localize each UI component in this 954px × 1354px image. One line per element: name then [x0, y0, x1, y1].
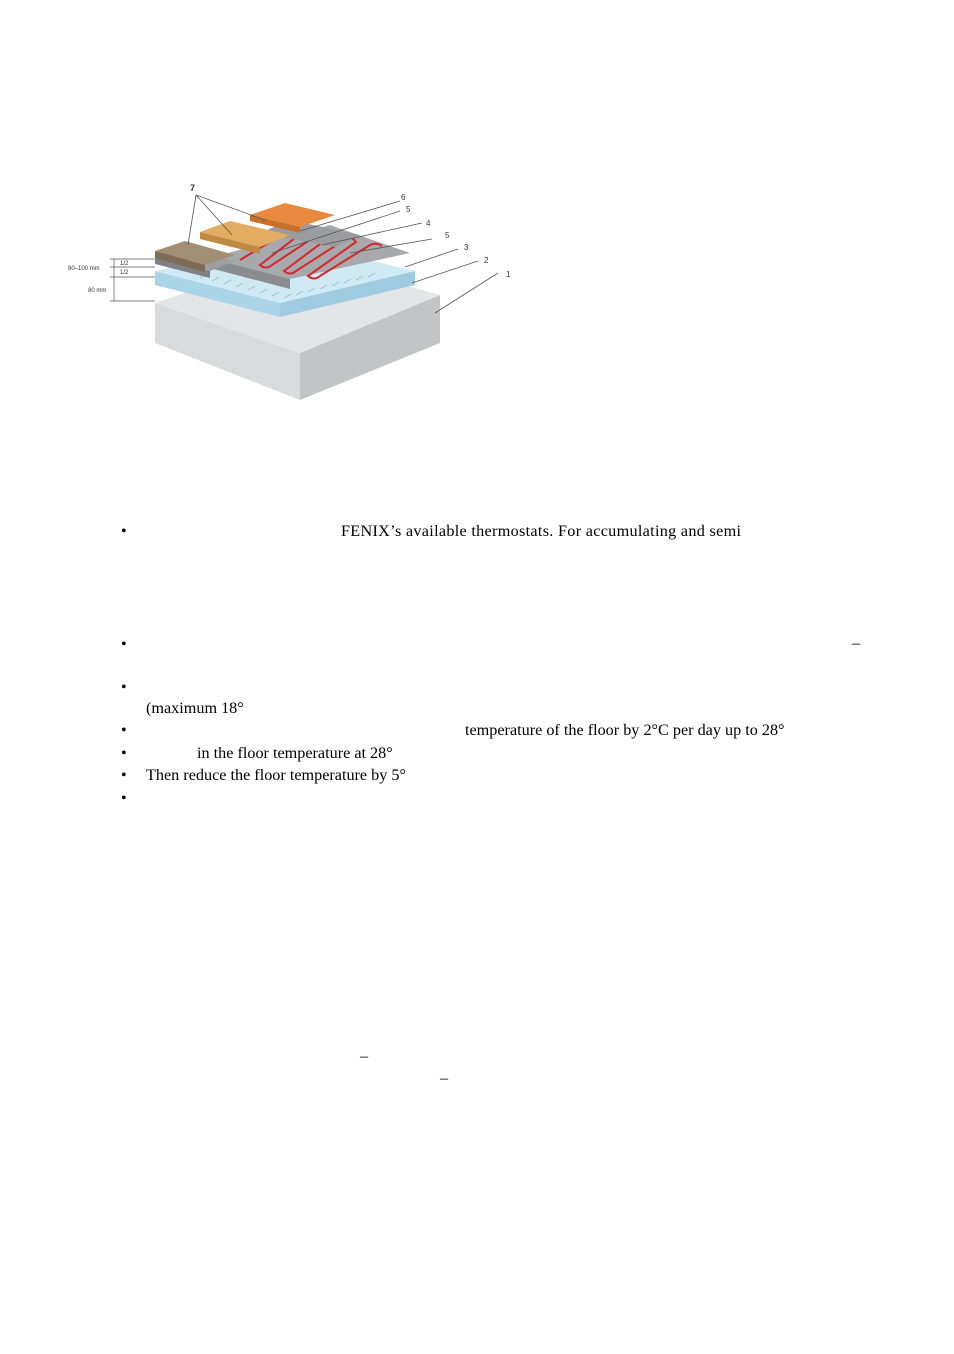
hold-temperature-line: in the floor temperature at 28°	[197, 744, 393, 762]
bullet-7: •	[121, 790, 127, 807]
callout-5-bottom: 5	[445, 231, 450, 240]
callout-1: 1	[506, 270, 511, 279]
stray-dash-b: –	[440, 1069, 449, 1087]
line-end-dash: –	[852, 634, 861, 652]
dimension-scale	[110, 259, 155, 301]
bullet-4: •	[121, 722, 127, 739]
dimension-half-b: 1/2	[120, 270, 129, 276]
floor-heating-layer-diagram	[60, 175, 530, 410]
dimension-bottom: 80 mm	[88, 288, 107, 294]
callout-7: 7	[190, 183, 196, 193]
bullet-3: •	[121, 679, 127, 696]
bullet-5: •	[121, 745, 127, 762]
dimension-top-range: 80–100 mm	[68, 266, 100, 272]
dimension-half-a: 1/2	[120, 261, 129, 267]
callout-5-top: 5	[406, 205, 411, 214]
layer-diagram-svg	[60, 175, 530, 410]
callout-4: 4	[426, 219, 431, 228]
bullet-6: •	[121, 767, 127, 784]
callout-6: 6	[401, 193, 406, 202]
raise-temperature-line: temperature of the floor by 2°C per day up to 28°	[465, 721, 785, 739]
bullet-2: •	[121, 636, 127, 653]
thermostats-line: FENIX’s available thermostats. For accumulating and semi	[341, 522, 742, 540]
reduce-temperature-line: Then reduce the floor temperature by 5°	[146, 766, 406, 784]
stray-dash-a: –	[360, 1047, 369, 1065]
bullet-1: •	[121, 523, 127, 540]
callout-2: 2	[484, 256, 489, 265]
callout-3: 3	[464, 243, 469, 252]
maximum-temperature-line: (maximum 18°	[146, 699, 244, 717]
